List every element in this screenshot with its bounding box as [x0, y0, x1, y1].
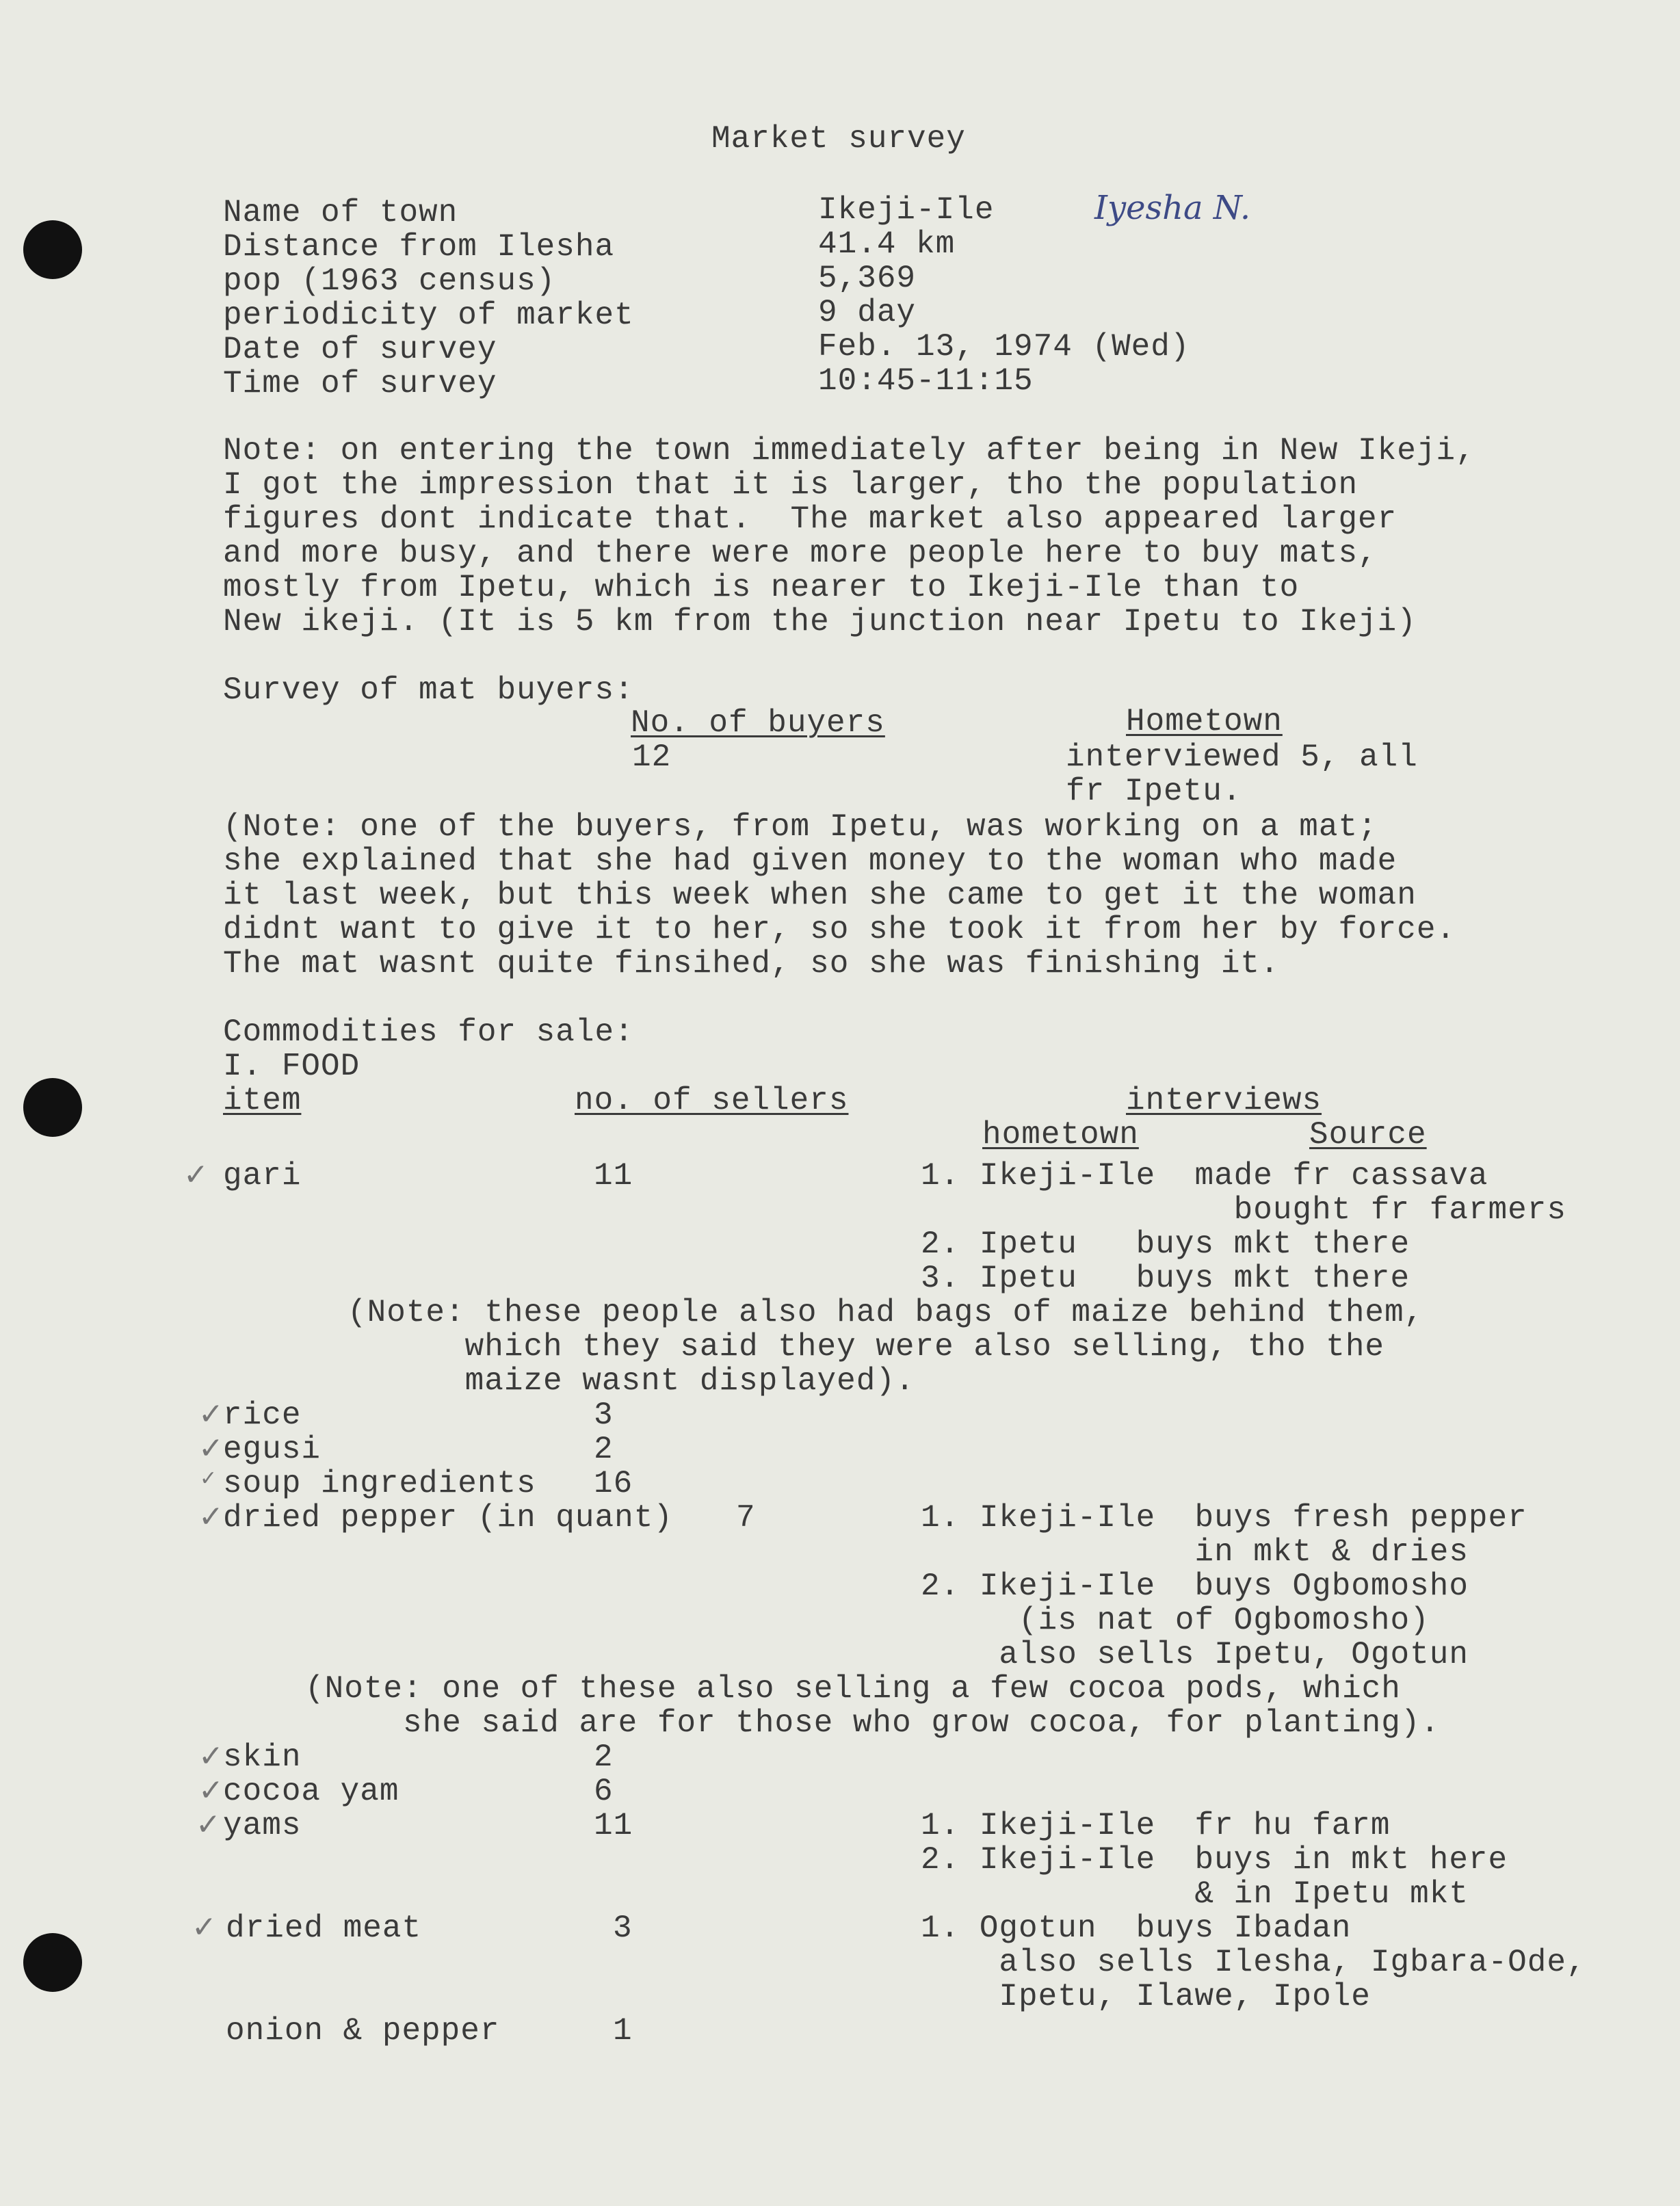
col-header-interviews: interviews: [1126, 1083, 1322, 1118]
punch-hole-bottom: [23, 1933, 82, 1992]
note-line: The mat wasnt quite finsihed, so she was finishing it.: [223, 946, 1280, 982]
seller-count: 1: [613, 2013, 633, 2049]
interview-line: also sells Ilesha, Igbara-Ode,: [921, 1945, 1586, 1980]
hometown-text: interviewed 5, all: [1066, 739, 1418, 775]
note-line: figures dont indicate that. The market also appeared larger: [223, 501, 1397, 537]
note-line: (Note: these people also had bags of maize behind them,: [347, 1295, 1424, 1330]
col-header-hometown: hometown: [982, 1117, 1139, 1153]
info-label: Distance from Ilesha: [223, 229, 615, 265]
item-name: egusi: [223, 1432, 321, 1467]
checkmark-icon: ✓: [198, 1431, 224, 1466]
item-name: yams: [223, 1808, 302, 1843]
page-title: Market survey: [711, 121, 966, 157]
note-line: New ikeji. (It is 5 km from the junction near Ipetu to Ikeji): [223, 604, 1417, 640]
item-name: dried pepper (in quant): [223, 1500, 673, 1536]
seller-count: 2: [594, 1739, 614, 1775]
seller-count: 6: [594, 1774, 614, 1809]
hometown-text: fr Ipetu.: [1066, 774, 1242, 809]
col-header-item: item: [223, 1083, 302, 1118]
info-label: periodicity of market: [223, 298, 634, 333]
interview-line: 2. Ikeji-Ile buys Ogbomosho: [921, 1568, 1469, 1604]
interview-line: 2. Ikeji-Ile buys in mkt here: [921, 1842, 1508, 1878]
interview-line: 2. Ipetu buys mkt there: [921, 1226, 1410, 1262]
checkmark-icon: ✓: [198, 1499, 224, 1534]
note-line: and more busy, and there were more people here to buy mats,: [223, 536, 1378, 571]
info-value: 5,369: [818, 261, 917, 296]
info-value: Feb. 13, 1974 (Wed): [818, 329, 1190, 365]
item-name: cocoa yam: [223, 1774, 399, 1809]
note-line: (Note: one of these also selling a few cocoa pods, which: [305, 1671, 1401, 1707]
interview-line: 1. Ikeji-Ile buys fresh pepper: [921, 1500, 1527, 1536]
note-line: didnt want to give it to her, so she took it from her by force.: [223, 912, 1456, 947]
checkmark-icon: ✓: [198, 1773, 224, 1808]
info-value: 41.4 km: [818, 226, 956, 262]
checkmark-icon: ✓: [192, 1910, 217, 1945]
item-name: gari: [223, 1158, 302, 1194]
seller-count: 11: [594, 1808, 633, 1843]
note-line: I got the impression that it is larger, tho the population: [223, 467, 1359, 503]
note-line: Note: on entering the town immediately after being in New Ikeji,: [223, 433, 1475, 469]
interview-line: in mkt & dries: [921, 1534, 1469, 1570]
interview-line: 1. Ikeji-Ile made fr cassava: [921, 1158, 1488, 1194]
mat-survey-heading: Survey of mat buyers:: [223, 672, 634, 708]
info-label: Name of town: [223, 195, 458, 231]
seller-count: 3: [594, 1397, 614, 1433]
section-heading: I. FOOD: [223, 1049, 360, 1084]
seller-count: 3: [613, 1910, 633, 1946]
seller-count: 11: [594, 1158, 633, 1194]
commodities-heading: Commodities for sale:: [223, 1014, 634, 1050]
col-header-buyers: No. of buyers: [631, 705, 885, 741]
interview-line: (is nat of Ogbomosho): [921, 1603, 1430, 1638]
item-name: onion & pepper: [226, 2013, 500, 2049]
note-line: (Note: one of the buyers, from Ipetu, was working on a mat;: [223, 809, 1378, 845]
checkmark-icon: ✓: [198, 1397, 224, 1432]
info-label: Date of survey: [223, 332, 497, 367]
interview-line: 3. Ipetu buys mkt there: [921, 1261, 1410, 1296]
punch-hole-top: [23, 220, 82, 279]
note-line: she explained that she had given money to the woman who made: [223, 843, 1397, 879]
note-line: which they said they were also selling, tho the: [347, 1329, 1385, 1365]
interview-line: Ipetu, Ilawe, Ipole: [921, 1979, 1371, 2014]
note-line: maize wasnt displayed).: [347, 1363, 915, 1399]
col-header-hometown: Hometown: [1126, 704, 1283, 739]
note-line: she said are for those who grow cocoa, for planting).: [305, 1705, 1441, 1741]
interview-line: also sells Ipetu, Ogotun: [921, 1637, 1469, 1672]
note-line: mostly from Ipetu, which is nearer to Ikeji-Ile than to: [223, 570, 1300, 605]
info-label: Time of survey: [223, 366, 497, 402]
item-name: skin: [223, 1739, 302, 1775]
item-name: dried meat: [226, 1910, 422, 1946]
seller-count: 16: [594, 1466, 633, 1501]
interview-line: 1. Ogotun buys Ibadan: [921, 1910, 1352, 1946]
interview-line: 1. Ikeji-Ile fr hu farm: [921, 1808, 1391, 1843]
info-value: Ikeji-Ile: [818, 192, 995, 228]
handwritten-note: Iyesha N.: [1094, 189, 1251, 227]
info-label: pop (1963 census): [223, 263, 556, 299]
checkmark-icon: ✓: [196, 1807, 221, 1842]
item-name: rice: [223, 1397, 302, 1433]
col-header-sellers: no. of sellers: [575, 1083, 849, 1118]
item-name: soup ingredients: [223, 1466, 536, 1501]
info-value: 10:45-11:15: [818, 363, 1034, 399]
buyers-count: 12: [632, 739, 672, 775]
seller-count: 2: [594, 1432, 614, 1467]
interview-line: & in Ipetu mkt: [921, 1876, 1469, 1912]
punch-hole-middle: [23, 1078, 82, 1137]
note-line: it last week, but this week when she came to get it the woman: [223, 878, 1417, 913]
col-header-source: Source: [1309, 1117, 1427, 1153]
info-value: 9 day: [818, 295, 917, 330]
seller-count: 7: [736, 1500, 756, 1536]
checkmark-icon: ✓: [183, 1157, 209, 1192]
checkmark-icon: ✓: [198, 1739, 224, 1774]
interview-line: bought fr farmers: [921, 1192, 1566, 1228]
checkmark-icon: ✓: [200, 1467, 218, 1491]
